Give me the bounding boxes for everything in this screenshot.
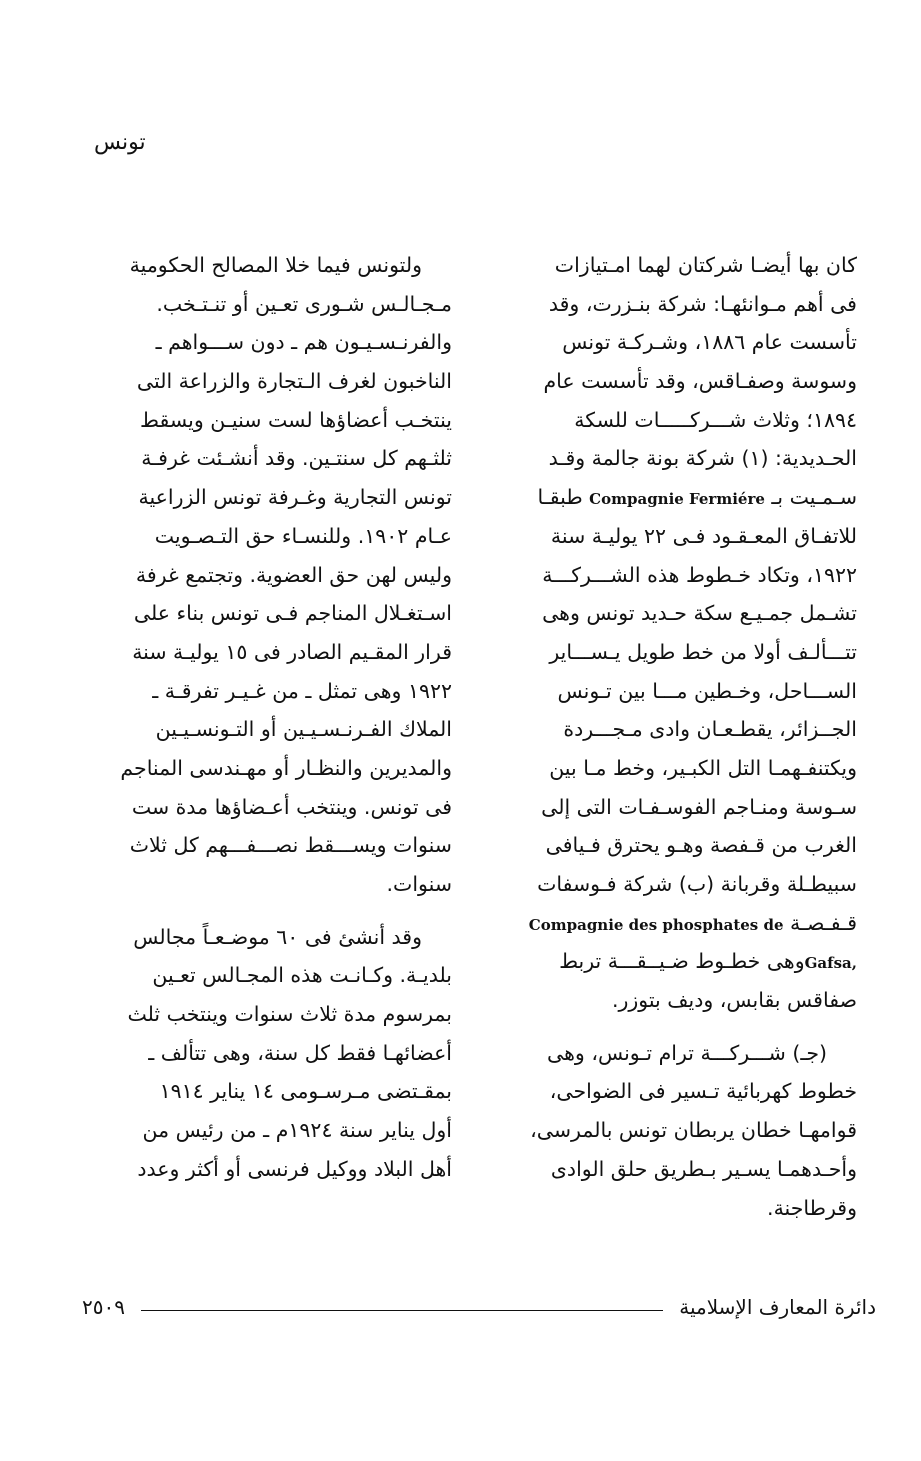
footer-rule bbox=[141, 1310, 663, 1311]
footer-title: دائرة المعارف الإسلامية bbox=[679, 1295, 876, 1319]
text-line: وقرطاجنة. bbox=[767, 1195, 857, 1220]
text-line: تونس التجارية وغـرفة تونس الزراعية bbox=[138, 485, 452, 510]
text-line: للاتفـاق المعـقـود فـى ٢٢ يوليـة سنة bbox=[550, 523, 857, 548]
text-line: وأحـدهمـا يسـير بـطريق حلق الوادى bbox=[550, 1156, 857, 1181]
text-line: الناخبون لغرف الـتجارة والزراعة التى bbox=[136, 369, 452, 394]
paragraph-gap bbox=[500, 1020, 857, 1034]
text-line: سنوات ويســـقط نصـــفـــهم كل ثلاث bbox=[129, 833, 452, 858]
text-line: اسـتغـلال المناجم فـى تونس بناء على bbox=[133, 601, 452, 626]
text-line: (جـ) شـــركـــة ترام تـونس، وهى bbox=[547, 1040, 827, 1065]
text-line: فى أهم مـوانئهـا: شركة بنـزرت، وقد bbox=[548, 291, 857, 316]
running-head: تونس bbox=[94, 130, 146, 155]
text-line: خطوط كهربائية تـسير فى الضواحى، bbox=[549, 1079, 857, 1104]
text-line: بلديـة. وكـانـت هذه المجـالس تعـين bbox=[152, 963, 452, 988]
page-footer bbox=[82, 1292, 876, 1322]
text-line: ولتونس فيما خلا المصالح الحكومية bbox=[129, 253, 422, 277]
text-line: ينتخـب أعضاؤها لست سنيـن ويسقط bbox=[140, 407, 452, 432]
text-line: سنوات. bbox=[386, 872, 452, 896]
text-line: وسوسة وصفـاقس، وقد تأسست عام bbox=[543, 369, 857, 394]
text-line-arabic-part: قـفـصـة bbox=[783, 910, 857, 935]
text-line: الجــزائر، يقطـعـان وادى مـجـــردة bbox=[563, 717, 857, 742]
text-line bbox=[500, 942, 857, 981]
text-line: ١٩٢٢، وتكاد خـطوط هذه الشـــركـــة bbox=[542, 562, 857, 587]
text-line: تتـــألـف أولا من خط طويل يـســـاير bbox=[549, 639, 857, 664]
text-line: أعضائهـا فقط كل سنة، وهى تتألف ـ bbox=[148, 1040, 452, 1065]
text-line bbox=[500, 904, 857, 943]
text-line: وقد أنشئ فى ٦٠ موضـعـاً مجالس bbox=[133, 924, 422, 949]
text-line: بمرسوم مدة ثلاث سنوات وينتخب ثلث bbox=[127, 1002, 452, 1027]
text-line: فى تونس. وينتخب أعـضاؤها مدة ست bbox=[131, 794, 452, 819]
text-line: والفرنـسـيـون هم ـ دون ســـواهم ـ bbox=[155, 330, 452, 355]
text-line: ١٨٩٤؛ وثلاث شـــركـــــات للسكة bbox=[574, 407, 857, 432]
text-line: مـجـالـس شـورى تعـين أو تنـتـخب. bbox=[156, 291, 452, 316]
text-line: تشـمل جمـيـع سكة حـديد تونس وهى bbox=[542, 601, 857, 626]
text-line: ويكتنفـهمـا التل الكبـير، وخط مـا بين bbox=[549, 755, 857, 780]
text-line: عـام ١٩٠٢. وللنسـاء حق التـصـويت bbox=[154, 523, 452, 548]
text-line: ثلثـهم كل سنتـين. وقد أنشـئت غرفـة bbox=[141, 446, 452, 471]
text-line: أهل البلاد ووكيل فرنسى أو أكثر وعدد bbox=[137, 1156, 452, 1181]
paragraph-gap bbox=[82, 904, 452, 918]
text-line: الســـاحل، وخـطين مـــا بين تـونس bbox=[557, 678, 857, 703]
text-line: قرار المقـيم الصادر فى ١٥ يوليـة سنة bbox=[132, 639, 452, 664]
text-line: كان بها أيضـا شركتان لهما امـتيازات bbox=[554, 253, 857, 277]
text-line-arabic-part: سـمـيت بـ bbox=[764, 485, 857, 510]
text-line: وليس لهن حق العضوية. وتجتمع غرفة bbox=[135, 562, 452, 587]
text-column-left bbox=[82, 246, 452, 1189]
text-line: الحـديدية: (١) شركة بونة جالمة وقـد bbox=[548, 446, 857, 471]
text-line: الملاك الفـرنـسـيـين أو التـونسـيـين bbox=[155, 717, 452, 742]
text-line: سبيطـلة وقربانة (ب) شركة فـوسفات bbox=[537, 872, 857, 896]
text-line: والمديرين والنظـار أو مهـندسى المناجم bbox=[120, 755, 452, 780]
text-line: أول يناير سنة ١٩٢٤م ـ من رئيس من bbox=[142, 1118, 452, 1143]
page-number: ٢٥٠٩ bbox=[82, 1295, 125, 1319]
text-line-latin-part: Compagnie Fermiére bbox=[589, 490, 765, 509]
text-line: قوامهـا خطان يربطان تونس بالمرسى، bbox=[530, 1118, 857, 1143]
text-line-latin-part: Compagnie des phosphates de bbox=[528, 915, 784, 934]
text-line: بمقـتضى مـرسـومى ١٤ يناير ١٩١٤ bbox=[159, 1079, 452, 1104]
text-line-latin-part: Gafsa, bbox=[804, 954, 857, 973]
text-line-arabic-part: وهى خطـوط ضـيــقـــة تربط bbox=[559, 949, 805, 974]
text-column-right bbox=[500, 246, 857, 1227]
text-line bbox=[500, 478, 857, 517]
text-line: الغرب من قـفصة وهـو يحترق فـيافى bbox=[545, 833, 857, 858]
text-line: ١٩٢٢ وهى تمثل ـ من غـيـر تفرقـة ـ bbox=[152, 678, 452, 703]
text-line: سـوسة ومنـاجم الفوسـفـات التى إلى bbox=[541, 794, 857, 819]
text-line: صفاقس بقابس، وديف بتوزر. bbox=[611, 988, 857, 1013]
text-line-arabic-part: طبقـا bbox=[537, 485, 590, 510]
text-line: تأسست عام ١٨٨٦، وشـركـة تونس bbox=[562, 330, 857, 355]
